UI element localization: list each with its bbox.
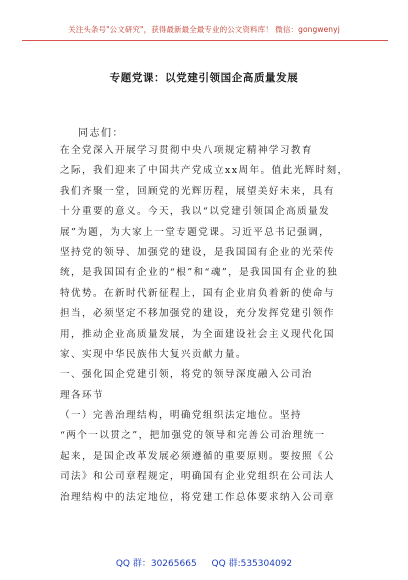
body-line: 之际，我们迎来了中国共产党成立xx周年。值此光辉时刻， [60, 165, 349, 177]
footer-qq-group-1: QQ 群：30265665 [115, 559, 197, 569]
body-line: 我们齐聚一堂，回顾党的光辉历程，展望美好未来，具有 [60, 185, 335, 197]
body-line: 十分重要的意义。今天，我以“以党建引领国企高质量发 [60, 206, 331, 218]
body-line: 在全党深入开展学习贯彻中央八项规定精神学习教育 [60, 145, 313, 156]
body-line: 司法》和公司章程规定，明确国有企业党组织在公司法人 [60, 471, 335, 483]
body-line: 起来，是国企改革发展必须遵循的重要原则。要按照《公 [60, 450, 335, 462]
body-line: 展”为题，为大家上一堂专题党课。习近平总书记强调， [60, 226, 331, 238]
body-line: 理各环节 [60, 389, 104, 401]
body-line: 担当，必须坚定不移加强党的建设，充分发挥党建引领作 [60, 308, 335, 320]
footer-contact [0, 556, 408, 569]
document-body [60, 141, 360, 508]
document-title: 专题党课：以党建引领国企高质量发展 [109, 72, 299, 84]
body-line: “两个一以贯之”，把加强党的领导和完善公司治理统一 [60, 430, 326, 442]
header-divider [22, 40, 388, 41]
body-line: 一、强化国企党建引领，将党的领导深度融入公司治 [60, 369, 313, 381]
body-line: 统，是我国国有企业的“根”和“魂”，是我国国有企业的独 [60, 267, 339, 279]
body-line: 家、实现中华民族伟大复兴贡献力量。 [60, 348, 247, 360]
header-promo-note: 关注头条号"公文研究"，获得最新最全最专业的公文资料库！ 微信：gongwenyj [68, 25, 340, 34]
body-line: 治理结构中的法定地位，将党建工作总体要求纳入公司章 [60, 491, 335, 503]
body-line: 用，推动企业高质量发展，为全面建设社会主义现代化国 [60, 328, 335, 340]
footer-qq-group-2: QQ 群:535304092 [211, 559, 293, 569]
body-line: （一）完善治理结构，明确党组织法定地位。坚持 [60, 410, 302, 422]
salutation: 同志们： [78, 128, 124, 139]
body-line: 特优势。在新时代新征程上，国有企业肩负着新的使命与 [60, 287, 335, 299]
body-line: 坚持党的领导、加强党的建设，是我国国有企业的光荣传 [60, 246, 335, 258]
